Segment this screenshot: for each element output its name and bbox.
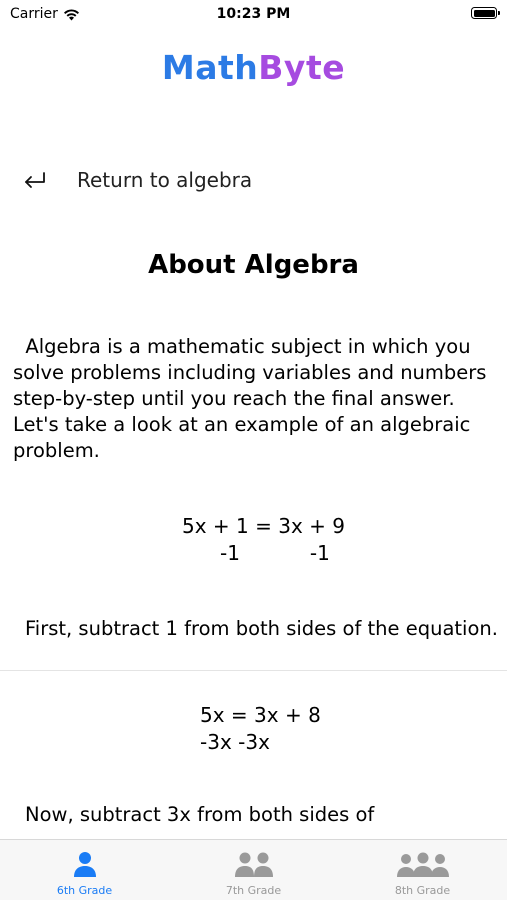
intro-paragraph: Algebra is a mathematic subject in which you solve problems including variables and numbers step-by-step until you reach the final answer. Let's take a look at an example of an algebraic problem. xyxy=(13,335,493,462)
tab-8th-grade[interactable] xyxy=(338,840,507,900)
two-people-icon xyxy=(234,848,274,878)
equation-2-line-2: -3x -3x xyxy=(200,730,270,754)
status-bar xyxy=(0,0,507,30)
equation-1-line-2: -1 -1 xyxy=(220,541,330,565)
status-time: 10:23 PM xyxy=(216,6,291,22)
divider xyxy=(0,670,507,671)
tab-bar xyxy=(0,839,507,900)
step-1-text: First, subtract 1 from both sides of the equation. xyxy=(25,617,498,640)
equation-2-line-1: 5x = 3x + 8 xyxy=(200,703,321,727)
three-people-icon xyxy=(396,848,450,878)
step-2-text: Now, subtract 3x from both sides of xyxy=(25,803,375,826)
equation-1-line-1: 5x + 1 = 3x + 9 xyxy=(182,514,345,538)
tab-7th-grade[interactable] xyxy=(169,840,338,900)
app-title-math: Math xyxy=(161,48,259,87)
tab-label: 7th Grade xyxy=(225,884,282,897)
person-icon xyxy=(72,848,98,878)
battery-icon xyxy=(471,7,497,19)
app-title xyxy=(0,48,507,87)
app-title-byte: Byte xyxy=(258,48,346,87)
tab-6th-grade[interactable] xyxy=(0,840,169,900)
return-arrow-icon xyxy=(22,170,48,190)
tab-label: 6th Grade xyxy=(56,884,113,897)
return-label: Return to algebra xyxy=(77,168,253,192)
return-button[interactable] xyxy=(22,168,252,192)
carrier-label: Carrier xyxy=(10,6,58,22)
tab-label: 8th Grade xyxy=(394,884,451,897)
page-heading: About Algebra xyxy=(148,250,359,280)
